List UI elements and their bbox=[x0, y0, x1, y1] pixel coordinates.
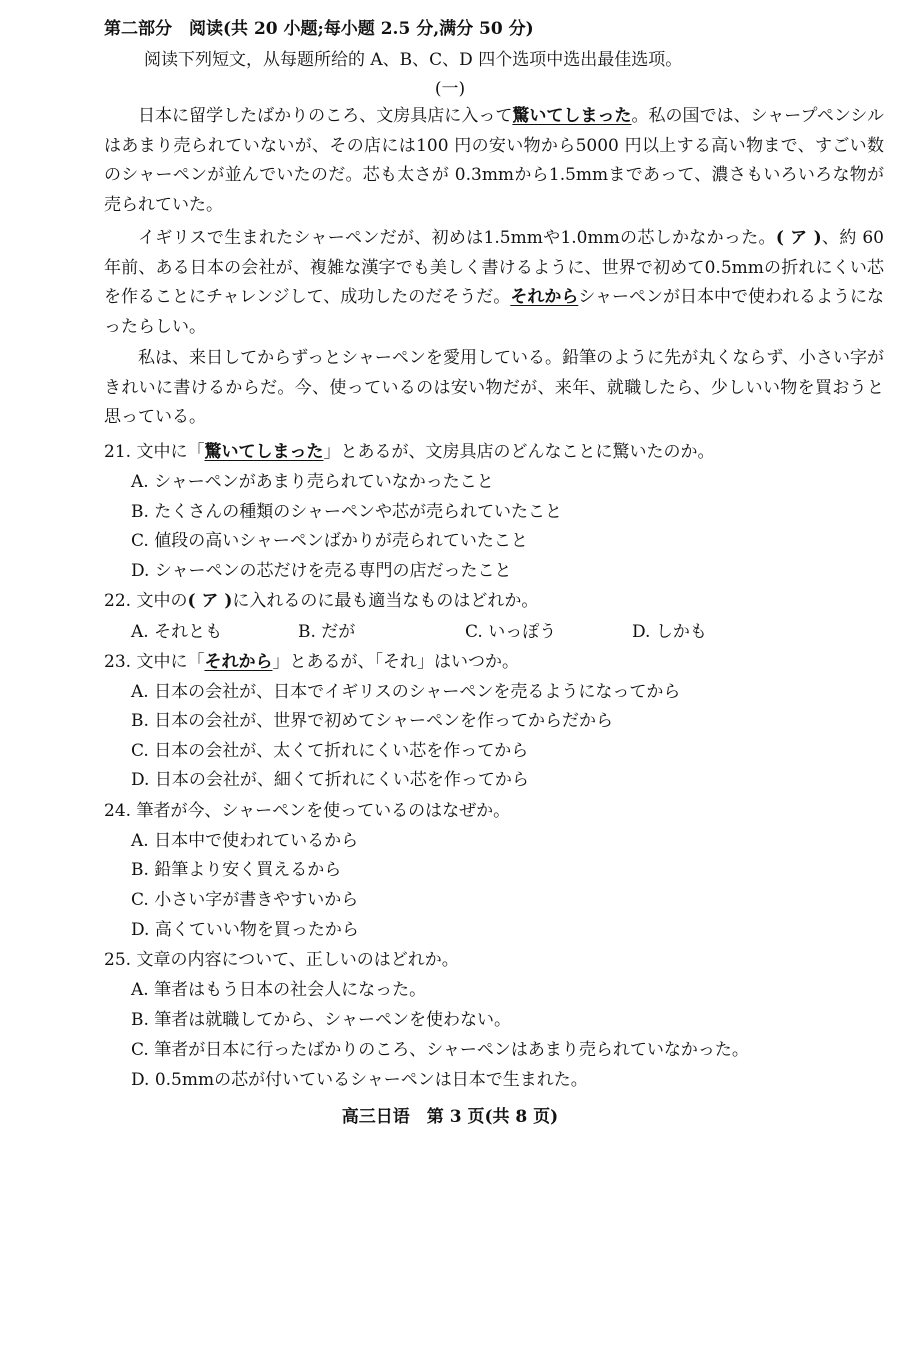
passage-paragraph-2 bbox=[104, 224, 884, 342]
q22-option-d: D. しかも bbox=[632, 622, 707, 642]
p1-text-before: 日本に留学したばかりのころ、文房具店に入って bbox=[138, 106, 513, 126]
q23-option-d: D. 日本の会社が、細くて折れにくい芯を作ってから bbox=[131, 770, 529, 790]
q22-option-c: C. いっぽう bbox=[465, 622, 557, 642]
q22-blank-a: ( ア ) bbox=[187, 591, 233, 611]
p2-text-before: イギリスで生まれたシャーペンだが、初めは1.5mmや1.0mmの芯しかなかった。 bbox=[138, 228, 776, 248]
page-footer: 高三日语 第 3 页(共 8 页) bbox=[341, 1107, 559, 1127]
q23-suffix: 」とあるが、「それ」はいつか。 bbox=[272, 652, 519, 672]
q21-prefix: 21. 文中に「 bbox=[104, 442, 205, 462]
q23-option-a: A. 日本の会社が、日本でイギリスのシャーペンを売るようになってから bbox=[131, 682, 681, 702]
q23-quoted-phrase: それから bbox=[204, 652, 273, 672]
q22-option-b: B. だが bbox=[298, 622, 356, 642]
q21-suffix: 」とあるが、文房具店のどんなことに驚いたのか。 bbox=[323, 442, 715, 462]
question-23 bbox=[104, 647, 519, 672]
q21-option-a: A. シャーペンがあまり売られていなかったこと bbox=[131, 472, 494, 492]
q22-prefix: 22. 文中の bbox=[104, 591, 188, 611]
q21-quoted-phrase: 驚いてしまった bbox=[204, 442, 324, 462]
q23-option-b: B. 日本の会社が、世界で初めてシャーペンを作ってからだから bbox=[131, 711, 613, 731]
q25-option-a: A. 筆者はもう日本の社会人になった。 bbox=[131, 980, 427, 1000]
q24-option-a: A. 日本中で使われているから bbox=[131, 831, 359, 851]
q23-prefix: 23. 文中に「 bbox=[104, 652, 205, 672]
q21-option-b: B. たくさんの種類のシャーペンや芯が売られていたこと bbox=[131, 502, 562, 522]
instruction-text: 阅读下列短文，从每题所给的 A、B、C、D 四个选项中选出最佳选项。 bbox=[144, 50, 683, 70]
q25-option-c: C. 筆者が日本に行ったばかりのころ、シャーペンはあまり売られていなかった。 bbox=[131, 1040, 749, 1060]
q25-option-b: B. 筆者は就職してから、シャーペンを使わない。 bbox=[131, 1010, 511, 1030]
p2-text-middle: 、約 60 年前、ある日本の会社が、複雑な漢字でも美しく書けるように、世界で初めて0.5mmの折れにくい芯を作ることにチャレンジして、成功したのだそうだ。 bbox=[104, 228, 884, 308]
p1-text-after: 。私の国では、シャープペンシルはあまり売られていないが、その店には100 円の安い物から5000 円以上する高い物まで、すごい数のシャーペンが並んでいたのだ。芯も太さが 0.3mmから1.5mmまであって、濃さもいろいろな物が売られていた。 bbox=[104, 106, 885, 215]
question-21 bbox=[104, 437, 714, 462]
question-22 bbox=[104, 586, 538, 611]
passage-paragraph-3: 私は、来日してからずっとシャーペンを愛用している。鉛筆のように先が丸くならず、小さい字がきれいに書けるからだ。今、使っているのは安い物だが、来年、就職したら、少しいい物を買おうと思っている。 bbox=[104, 348, 884, 428]
q24-option-d: D. 高くていい物を買ったから bbox=[131, 920, 359, 940]
passage-number: (一) bbox=[434, 79, 466, 99]
q24-option-b: B. 鉛筆より安く買えるから bbox=[131, 860, 342, 880]
q22-option-a: A. それとも bbox=[131, 622, 223, 642]
question-24: 24. 筆者が今、シャーペンを使っているのはなぜか。 bbox=[104, 801, 511, 821]
p2-blank-a: ( ア ) bbox=[775, 228, 822, 248]
p2-text-after: シャーペンが日本中で使われるようになったらしい。 bbox=[104, 287, 884, 337]
q24-option-c: C. 小さい字が書きやすいから bbox=[131, 890, 359, 910]
q25-option-d: D. 0.5mmの芯が付いているシャーペンは日本で生まれた。 bbox=[131, 1070, 588, 1090]
section-title: 第二部分 阅读(共 20 小题;每小题 2.5 分,满分 50 分) bbox=[104, 19, 534, 39]
passage-paragraph-1 bbox=[104, 102, 884, 220]
p1-underlined-phrase: 驚いてしまった bbox=[512, 106, 632, 126]
q22-suffix: に入れるのに最も適当なものはどれか。 bbox=[232, 591, 539, 611]
q23-option-c: C. 日本の会社が、太くて折れにくい芯を作ってから bbox=[131, 741, 529, 761]
q21-option-d: D. シャーペンの芯だけを売る専門の店だったこと bbox=[131, 561, 512, 581]
p2-underlined-phrase: それから bbox=[510, 287, 579, 308]
q22-options bbox=[131, 617, 811, 642]
q21-option-c: C. 値段の高いシャーペンばかりが売られていたこと bbox=[131, 531, 528, 551]
question-25: 25. 文章の内容について、正しいのはどれか。 bbox=[104, 950, 459, 970]
